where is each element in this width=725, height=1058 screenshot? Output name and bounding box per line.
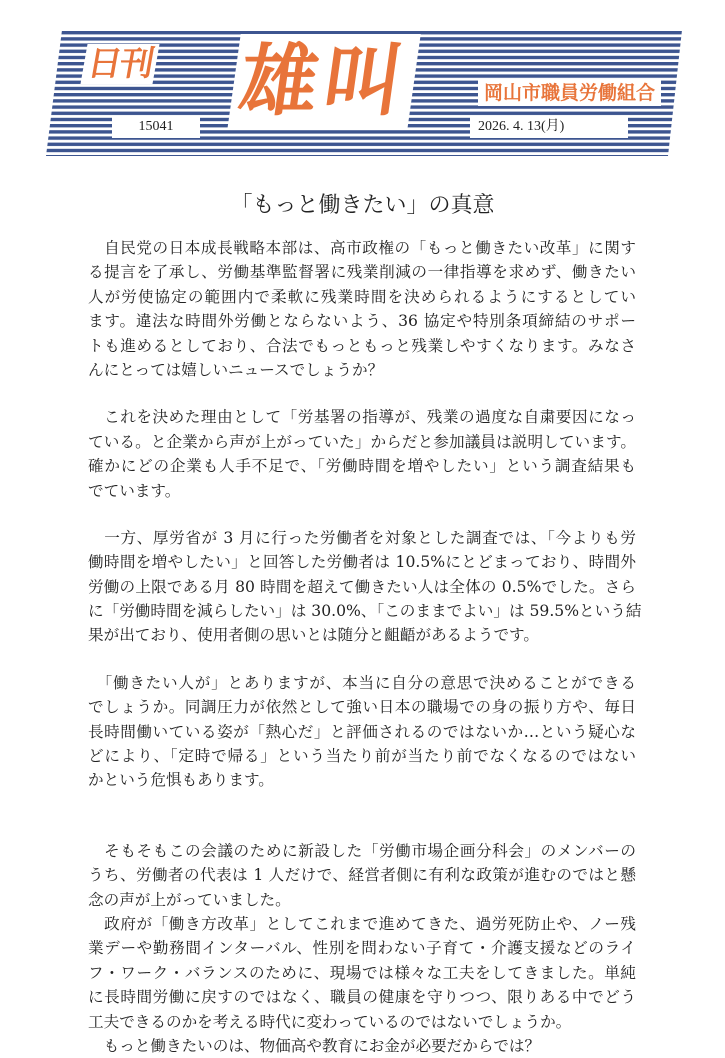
organization-name: 岡山市職員労働組合 xyxy=(478,80,661,106)
paragraph-line: ている。と企業から声が上がっていた」からだと参加議員は説明しています。 xyxy=(88,432,636,451)
paragraph-line: 念の声が上がっていました。 xyxy=(88,890,291,909)
masthead xyxy=(0,0,725,170)
article-paragraph xyxy=(88,236,636,382)
paragraph-line: もっと働きたいのは、物価高や教育にお金が必要だからでは？ xyxy=(88,1036,541,1055)
masthead-logo-small: 日刊 xyxy=(80,44,159,84)
paragraph-line: 確かにどの企業も人手不足で、「労働時間を増やしたい」という調査結果も xyxy=(88,457,636,476)
article-paragraph xyxy=(88,671,636,793)
paragraph-line: 「働きたい人が」とありますが、本当に自分の意思で決めることができる xyxy=(88,673,636,692)
paragraph-line: る提言を了承し、労働基準監督署に残業削減の一律指導を求めず、働きたい xyxy=(88,263,636,282)
paragraph-line: うち、労働者の代表は 1 人だけで、経営者側に有利な政策が進むのではと懸 xyxy=(88,866,636,885)
paragraph-line: に「労働時間を減らしたい」は 30.0%、「このままでよい」は 59.5%という結 xyxy=(88,602,642,621)
paragraph-line: 業デーや勤務間インターバル、性別を問わない子育て・介護支援などのライ xyxy=(88,939,636,958)
paragraph-line: 一方、厚労省が 3 月に行った労働者を対象とした調査では、「今よりも労 xyxy=(88,528,636,547)
paragraph-line: 果が出ており、使用者側の思いとは随分と齟齬があるようです。 xyxy=(88,626,539,645)
paragraph-line: 人が労使協定の範囲内で柔軟に残業時間を決められるようにするとしてい xyxy=(88,287,636,306)
paragraph-line: これを決めた理由として「労基署の指導が、残業の過度な自粛要因になっ xyxy=(88,408,636,427)
paragraph-line: 工夫できるのかを考える時代に変わっているのではないでしょうか。 xyxy=(88,1012,572,1031)
paragraph-line: 長時間働いている姿が「熱心だ」と評価されるのではないか…という疑心な xyxy=(88,722,636,741)
issue-date: 2026. 4. 13(月) xyxy=(470,116,628,138)
paragraph-line: トも進めるとしており、合法でもっともっと残業しやすくなります。みなさ xyxy=(88,336,636,355)
article-paragraph xyxy=(88,839,636,912)
paragraph-line: んにとっては嬉しいニュースでしょうか？ xyxy=(88,360,384,379)
article-title: 「もっと働きたい」の真意 xyxy=(230,193,495,218)
paragraph-line: 政府が「働き方改革」としてこれまで進めてきた、過労死防止や、ノー残 xyxy=(88,914,636,933)
article-paragraph xyxy=(88,1034,636,1058)
paragraph-line: でています。 xyxy=(88,481,181,500)
paragraph-line: かという危惧もあります。 xyxy=(88,771,274,790)
article-body xyxy=(88,236,642,1058)
article-paragraph xyxy=(88,912,636,1034)
paragraph-line: 労働の上限である月 80 時間を超えて働きたい人は全体の 0.5%でした。さら xyxy=(88,577,636,596)
paragraph-line: 自民党の日本成長戦略本部は、高市政権の「もっと働きたい改革」に関す xyxy=(88,239,636,257)
paragraph-line: どにより、「定時で帰る」という当たり前が当たり前でなくなるのではない xyxy=(88,747,636,766)
paragraph-line: に長時間労働に戻すのではなく、職員の健康を守りつつ、限りある中でどう xyxy=(88,988,636,1007)
paragraph-line: そもそもこの会議のために新設した「労働市場企画分科会」のメンバーの xyxy=(88,841,636,860)
masthead-logo-title: 雄叫 xyxy=(227,34,421,130)
issue-number: 15041 xyxy=(112,116,200,138)
paragraph-line: ます。違法な時間外労働とならないよう、36 協定や特別条項締結のサポー xyxy=(88,312,636,331)
paragraph-line: フ・ワーク・バランスのために、現場では様々な工夫をしてきました。単純 xyxy=(88,963,636,982)
paragraph-line: でしょうか。同調圧力が依然として強い日本の職場での身の振り方や、毎日 xyxy=(88,698,636,717)
paragraph-line: 働時間を増やしたい」と回答した労働者は 10.5%にとどまっており、時間外 xyxy=(88,553,636,572)
article-paragraph xyxy=(88,526,642,648)
article-paragraph xyxy=(88,405,636,503)
